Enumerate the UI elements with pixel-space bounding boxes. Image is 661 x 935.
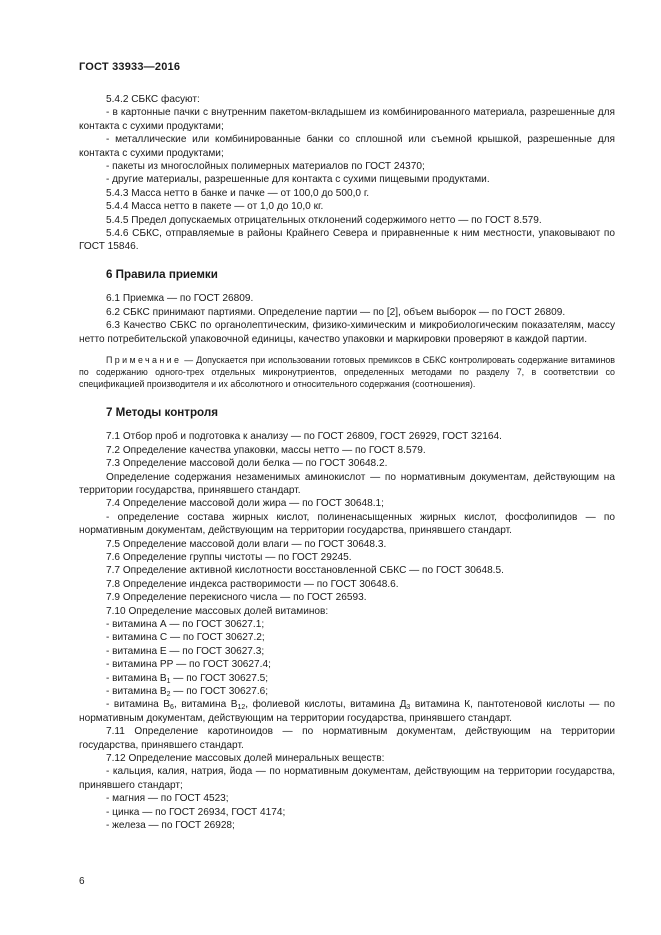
note-text: — Допускается при использовании готовых премиксов в СБКС контролировать содержание витаминов по содержанию одного-трех отдельных микронутриентов, определенных методами по разделу 7, в соответствии со спецификацией производителя и их абсолютного и относительного содержания (соотношения).: [79, 354, 615, 389]
note-label: Примечание: [106, 354, 182, 365]
paragraph: 5.4.6 СБКС, отправляемые в районы Крайнего Севера и приравненные к ним местности, упаковывают по ГОСТ 15846.: [79, 228, 615, 253]
section-heading: 7 Методы контроля: [106, 405, 218, 419]
list-item: - в картонные пачки с внутренним пакетом-вкладышем из комбинированного материала, разрешенные для контакта с сухими продуктами;: [79, 107, 615, 132]
document-header: ГОСТ 33933—2016: [79, 61, 181, 73]
list-item: - витамина РР — по ГОСТ 30627.4;: [106, 659, 271, 671]
list-item: - витамина $В_1$ — по ГОСТ 30627.5;: [106, 672, 269, 685]
paragraph: 7.3 Определение массовой доли белка — по ГОСТ 30648.2.: [106, 458, 388, 470]
paragraph: 6.3 Качество СБКС по органолептическим, физико-химическим и микробиологическим показателям, массу нетто потребительской упаковочной единицы, качество упаковки и маркировки проверяют в каждой партии.: [79, 320, 615, 345]
paragraph: 7.10 Определение массовых долей витаминов:: [106, 605, 329, 617]
paragraph: 7.11 Определение каротиноидов — по нормативным документам, действующим на территории государства, принявшего стандарт.: [79, 726, 615, 751]
list-item: - витамина $В_2$ — по ГОСТ 30627.6;: [106, 686, 269, 699]
list-item: - определение состава жирных кислот, полиненасыщенных жирных кислот, фосфолипидов — по нормативным документам, действующим на территории государства, принявшего стандарт.: [79, 511, 615, 537]
list-item: - витамина С — по ГОСТ 30627.2;: [106, 632, 265, 644]
paragraph: 7.6 Определение группы чистоты — по ГОСТ 29245.: [106, 551, 352, 563]
document-body: [79, 93, 615, 833]
paragraph: 5.4.2 СБКС фасуют:: [106, 94, 200, 105]
paragraph: Определение содержания незаменимых аминокислот — по нормативным документам, действующим на территории государства, принявшего стандарт.: [79, 471, 615, 496]
paragraph: 5.4.4 Масса нетто в пакете — от 1,0 до 10,0 кг.: [106, 201, 324, 213]
list-item: - витамина Е — по ГОСТ 30627.3;: [106, 645, 265, 657]
paragraph: 7.9 Определение перекисного числа — по ГОСТ 26593.: [106, 592, 367, 604]
paragraph: 7.1 Отбор проб и подготовка к анализу — по ГОСТ 26809, ГОСТ 26929, ГОСТ 32164.: [106, 431, 502, 443]
list-item: - другие материалы, разрешенные для контакта с сухими пищевыми продуктами.: [106, 174, 490, 186]
list-item: - цинка — по ГОСТ 26934, ГОСТ 4174;: [106, 806, 286, 818]
list-item: - витамина А — по ГОСТ 30627.1;: [106, 619, 265, 630]
list-item: - кальция, калия, натрия, йода — по нормативным документам, действующим на территории государства, принявшего стандарт;: [79, 766, 615, 791]
paragraph: 7.5 Определение массовой доли влаги — по ГОСТ 30648.3.: [106, 538, 387, 550]
list-item: - пакеты из многослойных полимерных материалов по ГОСТ 24370;: [106, 161, 425, 173]
paragraph: 6.1 Приемка — по ГОСТ 26809.: [106, 293, 254, 305]
paragraph: 7.4 Определение массовой доли жира — по ГОСТ 30648.1;: [106, 498, 384, 510]
paragraph: 7.8 Определение индекса растворимости — по ГОСТ 30648.6.: [106, 578, 399, 590]
list-item: - витамина $В_6$, витамина $В_{12}$, фолиевой кислоты, витамина $Д_3$ витамина К, пантотеновой кислоты — по нормативным документам, действующим на территории государства, принявшего стандарт.: [79, 699, 615, 724]
list-item: - магния — по ГОСТ 4523;: [106, 793, 229, 805]
paragraph: 7.12 Определение массовых долей минеральных веществ:: [106, 753, 385, 765]
paragraph: 7.7 Определение активной кислотности восстановленной СБКС — по ГОСТ 30648.5.: [106, 565, 504, 577]
paragraph: 5.4.3 Масса нетто в банке и пачке — от 100,0 до 500,0 г.: [106, 187, 370, 199]
list-item: - железа — по ГОСТ 26928;: [106, 820, 235, 832]
page-number: 6: [79, 876, 85, 887]
note: [79, 354, 615, 390]
paragraph: 5.4.5 Предел допускаемых отрицательных отклонений содержимого нетто — по ГОСТ 8.579.: [106, 214, 542, 226]
paragraph: 7.2 Определение качества упаковки, массы нетто — по ГОСТ 8.579.: [106, 444, 426, 456]
section-heading: 6 Правила приемки: [106, 267, 218, 281]
list-item: - металлические или комбинированные банки со сплошной или съемной крышкой, разрешенные для контакта с сухими продуктами;: [79, 134, 615, 159]
paragraph: 6.2 СБКС принимают партиями. Определение партии — по [2], объем выборок — по ГОСТ 26809.: [106, 306, 566, 318]
